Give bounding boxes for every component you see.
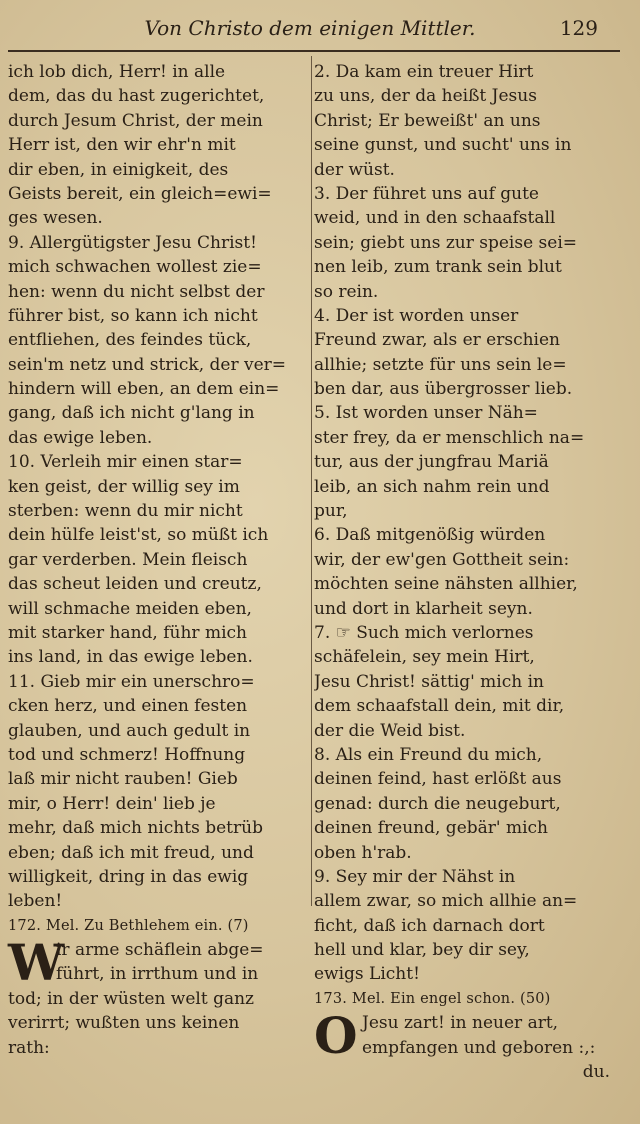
melody-heading: 172. Mel. Zu Bethlehem ein. (7): [8, 917, 249, 934]
text-line: 4. Der ist worden unser: [314, 305, 519, 326]
text-line: führt, in irrthum und in: [56, 964, 259, 985]
left-column: [8, 60, 298, 1060]
text-line: Jesu zart! in neuer art,: [362, 1013, 559, 1034]
text-line: will schmache meiden eben,: [8, 598, 252, 619]
text-line: das ewige leben.: [8, 427, 153, 448]
text-line: gar verderben. Mein fleisch: [8, 549, 248, 570]
text-line: mich schwachen wollest zie=: [8, 257, 262, 278]
header-rule: [8, 50, 620, 52]
text-line: ken geist, der willig sey im: [8, 476, 240, 497]
text-line: 3. Der führet uns auf gute: [314, 183, 539, 204]
text-line: 9. Allergütigster Jesu Christ!: [8, 232, 257, 253]
text-line: verirrt; wußten uns keinen: [8, 1013, 240, 1034]
catchword: du.: [582, 1062, 610, 1083]
text-line: cken herz, und einen festen: [8, 696, 248, 717]
text-line: hindern will eben, an dem ein=: [8, 379, 280, 400]
text-line: 7. ☞ Such mich verlornes: [314, 622, 534, 643]
text-line: seine gunst, und sucht' uns in: [314, 135, 572, 156]
text-line: hell und klar, bey dir sey,: [314, 940, 530, 961]
text-line: schäfelein, sey mein Hirt,: [314, 647, 535, 668]
running-header: [0, 14, 640, 48]
text-line: das scheut leiden und creutz,: [8, 574, 262, 595]
text-line: ins land, in das ewige leben.: [8, 647, 253, 668]
column-divider: [311, 56, 312, 906]
text-line: deinen feind, hast erlößt aus: [314, 769, 562, 790]
text-line: ich lob dich, Herr! in alle: [8, 62, 226, 82]
text-line: Herr ist, den wir ehr'n mit: [8, 135, 236, 156]
text-line: sterben: wenn du mir nicht: [8, 501, 243, 522]
text-line: 5. Ist worden unser Näh=: [314, 403, 538, 424]
text-line: leib, an sich nahm rein und: [314, 476, 550, 497]
text-line: wir, der ew'gen Gottheit sein:: [314, 549, 570, 570]
text-line: glauben, und auch gedult in: [8, 720, 251, 741]
text-line: nen leib, zum trank sein blut: [314, 257, 562, 278]
text-line: dir eben, in einigkeit, des: [8, 159, 229, 180]
melody-heading: 173. Mel. Ein engel schon. (50): [314, 990, 551, 1007]
text-line: ir arme schäflein abge=: [56, 940, 264, 961]
text-line: mir, o Herr! dein' lieb je: [8, 793, 216, 814]
text-line: 2. Da kam ein treuer Hirt: [314, 62, 534, 82]
dropcap-block: [8, 933, 298, 993]
text-line: 11. Gieb mir ein unerschro=: [8, 671, 255, 692]
text-line: Jesu Christ! sättig' mich in: [314, 671, 544, 692]
text-line: durch Jesum Christ, der mein: [8, 110, 263, 131]
text-line: rath:: [8, 1037, 50, 1058]
page-number: 129: [559, 16, 598, 40]
text-line: der wüst.: [314, 159, 395, 180]
text-line: weid, und in den schaafstall: [314, 208, 556, 229]
text-line: zu uns, der da heißt Jesus: [314, 86, 537, 107]
text-line: allhie; setzte für uns sein le=: [314, 354, 567, 375]
right-column: [314, 60, 610, 1084]
drop-cap: W: [8, 933, 65, 993]
text-line: gang, daß ich nicht g'lang in: [8, 403, 255, 424]
text-line: 10. Verleih mir einen star=: [8, 452, 243, 473]
text-line: Christ; Er beweißt' an uns: [314, 110, 541, 131]
text-line: ewigs Licht!: [314, 964, 420, 985]
text-line: Freund zwar, als er erschien: [314, 330, 560, 351]
text-line: tod; in der wüsten welt ganz: [8, 988, 255, 1009]
text-line: empfangen und geboren :,:: [362, 1037, 596, 1058]
text-line: eben; daß ich mit freud, und: [8, 842, 254, 863]
text-line: hen: wenn du nicht selbst der: [8, 281, 265, 302]
text-line: oben h'rab.: [314, 842, 412, 863]
text-line: entfliehen, des feindes tück,: [8, 330, 252, 351]
text-line: ficht, daß ich darnach dort: [314, 915, 545, 936]
text-line: laß mir nicht rauben! Gieb: [8, 769, 238, 790]
text-line: möchten seine nähsten allhier,: [314, 574, 578, 595]
text-line: tod und schmerz! Hoffnung: [8, 744, 246, 765]
text-line: ben dar, aus übergrosser lieb.: [314, 379, 573, 400]
drop-cap: O: [314, 1006, 358, 1066]
text-line: 8. Als ein Freund du mich,: [314, 744, 543, 765]
text-line: dem schaafstall dein, mit dir,: [314, 696, 565, 717]
text-line: tur, aus der jungfrau Mariä: [314, 452, 549, 473]
text-line: mehr, daß mich nichts betrüb: [8, 818, 263, 839]
text-line: Geists bereit, ein gleich=ewi=: [8, 183, 272, 204]
text-line: dem, das du hast zugerichtet,: [8, 86, 265, 107]
text-line: pur,: [314, 501, 348, 522]
text-line: allem zwar, so mich allhie an=: [314, 891, 578, 912]
text-line: genad: durch die neugeburt,: [314, 793, 561, 814]
text-line: dein hülfe leist'st, so müßt ich: [8, 525, 269, 546]
text-line: 9. Sey mir der Nähst in: [314, 866, 516, 887]
text-line: mit starker hand, führ mich: [8, 622, 247, 643]
text-line: willigkeit, dring in das ewig: [8, 866, 249, 887]
text-line: führer bist, so kann ich nicht: [8, 305, 258, 326]
running-title: Von Christo dem einigen Mittler.: [144, 16, 476, 40]
text-line: und dort in klarheit seyn.: [314, 598, 533, 619]
text-line: 6. Daß mitgenößig würden: [314, 525, 546, 546]
text-line: leben!: [8, 891, 63, 912]
text-line: ster frey, da er menschlich na=: [314, 427, 585, 448]
text-line: so rein.: [314, 281, 379, 302]
text-line: sein'm netz und strick, der ver=: [8, 354, 287, 375]
text-line: deinen freund, gebär' mich: [314, 818, 548, 839]
text-line: ges wesen.: [8, 208, 103, 229]
text-line: der die Weid bist.: [314, 720, 466, 741]
dropcap-block: [314, 1006, 610, 1066]
text-line: sein; giebt uns zur speise sei=: [314, 232, 578, 253]
